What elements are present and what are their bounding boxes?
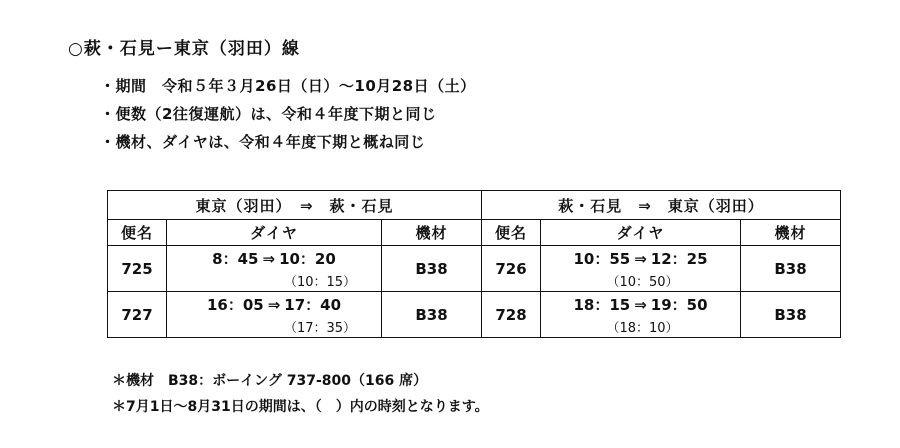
summer-time: （17：35） — [283, 320, 357, 336]
arrow-icon: ⇒ — [634, 295, 647, 314]
arrow-icon: ⇒ — [267, 295, 281, 314]
col-header-diagram: ダイヤ — [167, 220, 382, 246]
col-header-aircraft: 機材 — [741, 220, 841, 246]
aircraft-type: B38 — [741, 246, 841, 292]
table-row — [108, 246, 841, 292]
bullet-frequency: ・便数（2往復運航）は、令和４年度下期と同じ — [100, 105, 437, 123]
flight-times — [541, 292, 741, 338]
footnote-summer-period: ＊7月1日～8月31日の期間は、（ ）内の時刻となります。 — [112, 399, 489, 415]
bullet-period: ・期間 令和５年３月26日（日）～10月28日（土） — [100, 77, 476, 95]
summer-time: （18：10） — [606, 320, 679, 336]
outbound-group-title: 東京（羽田） ⇒ 萩・石見 — [108, 191, 482, 220]
footnote-aircraft: ＊機材 B38：ボーイング 737-800（166 席） — [112, 373, 428, 389]
column-header-row — [108, 220, 841, 246]
summer-time: （10：15） — [283, 274, 357, 290]
flight-number: 725 — [108, 246, 167, 292]
bullet-aircraft-schedule: ・機材、ダイヤは、令和４年度下期と概ね同じ — [100, 133, 426, 151]
flight-number: 728 — [482, 292, 541, 338]
section-heading: ○萩・石見ー東京（羽田）線 — [68, 39, 300, 59]
main-times — [167, 248, 381, 269]
flight-times — [167, 292, 382, 338]
table-row — [108, 292, 841, 338]
main-times — [541, 248, 740, 269]
arrival-time: 17：40 — [284, 295, 342, 314]
arrow-icon: ⇒ — [262, 249, 276, 268]
arrow-icon: ⇒ — [634, 249, 647, 268]
aircraft-type: B38 — [741, 292, 841, 338]
departure-time: 8：45 — [212, 249, 259, 268]
flight-number: 727 — [108, 292, 167, 338]
col-header-flight: 便名 — [108, 220, 167, 246]
col-header-aircraft: 機材 — [382, 220, 482, 246]
col-header-flight: 便名 — [482, 220, 541, 246]
departure-time: 10：55 — [573, 249, 631, 268]
departure-time: 18：15 — [573, 295, 631, 314]
aircraft-type: B38 — [382, 246, 482, 292]
bullet-list — [100, 72, 476, 156]
arrival-time: 12：25 — [650, 249, 708, 268]
main-times — [541, 294, 740, 315]
flight-number: 726 — [482, 246, 541, 292]
group-header-row — [108, 191, 841, 220]
col-header-diagram: ダイヤ — [541, 220, 741, 246]
arrival-time: 10：20 — [279, 249, 336, 268]
inbound-group-title: 萩・石見 ⇒ 東京（羽田） — [482, 191, 841, 220]
arrival-time: 19：50 — [650, 295, 708, 314]
departure-time: 16：05 — [206, 295, 264, 314]
main-times — [167, 294, 381, 315]
flight-times — [167, 246, 382, 292]
flight-schedule-table — [107, 190, 841, 338]
flight-times — [541, 246, 741, 292]
summer-time: （10：50） — [606, 274, 679, 290]
aircraft-type: B38 — [382, 292, 482, 338]
footnotes — [112, 368, 489, 420]
